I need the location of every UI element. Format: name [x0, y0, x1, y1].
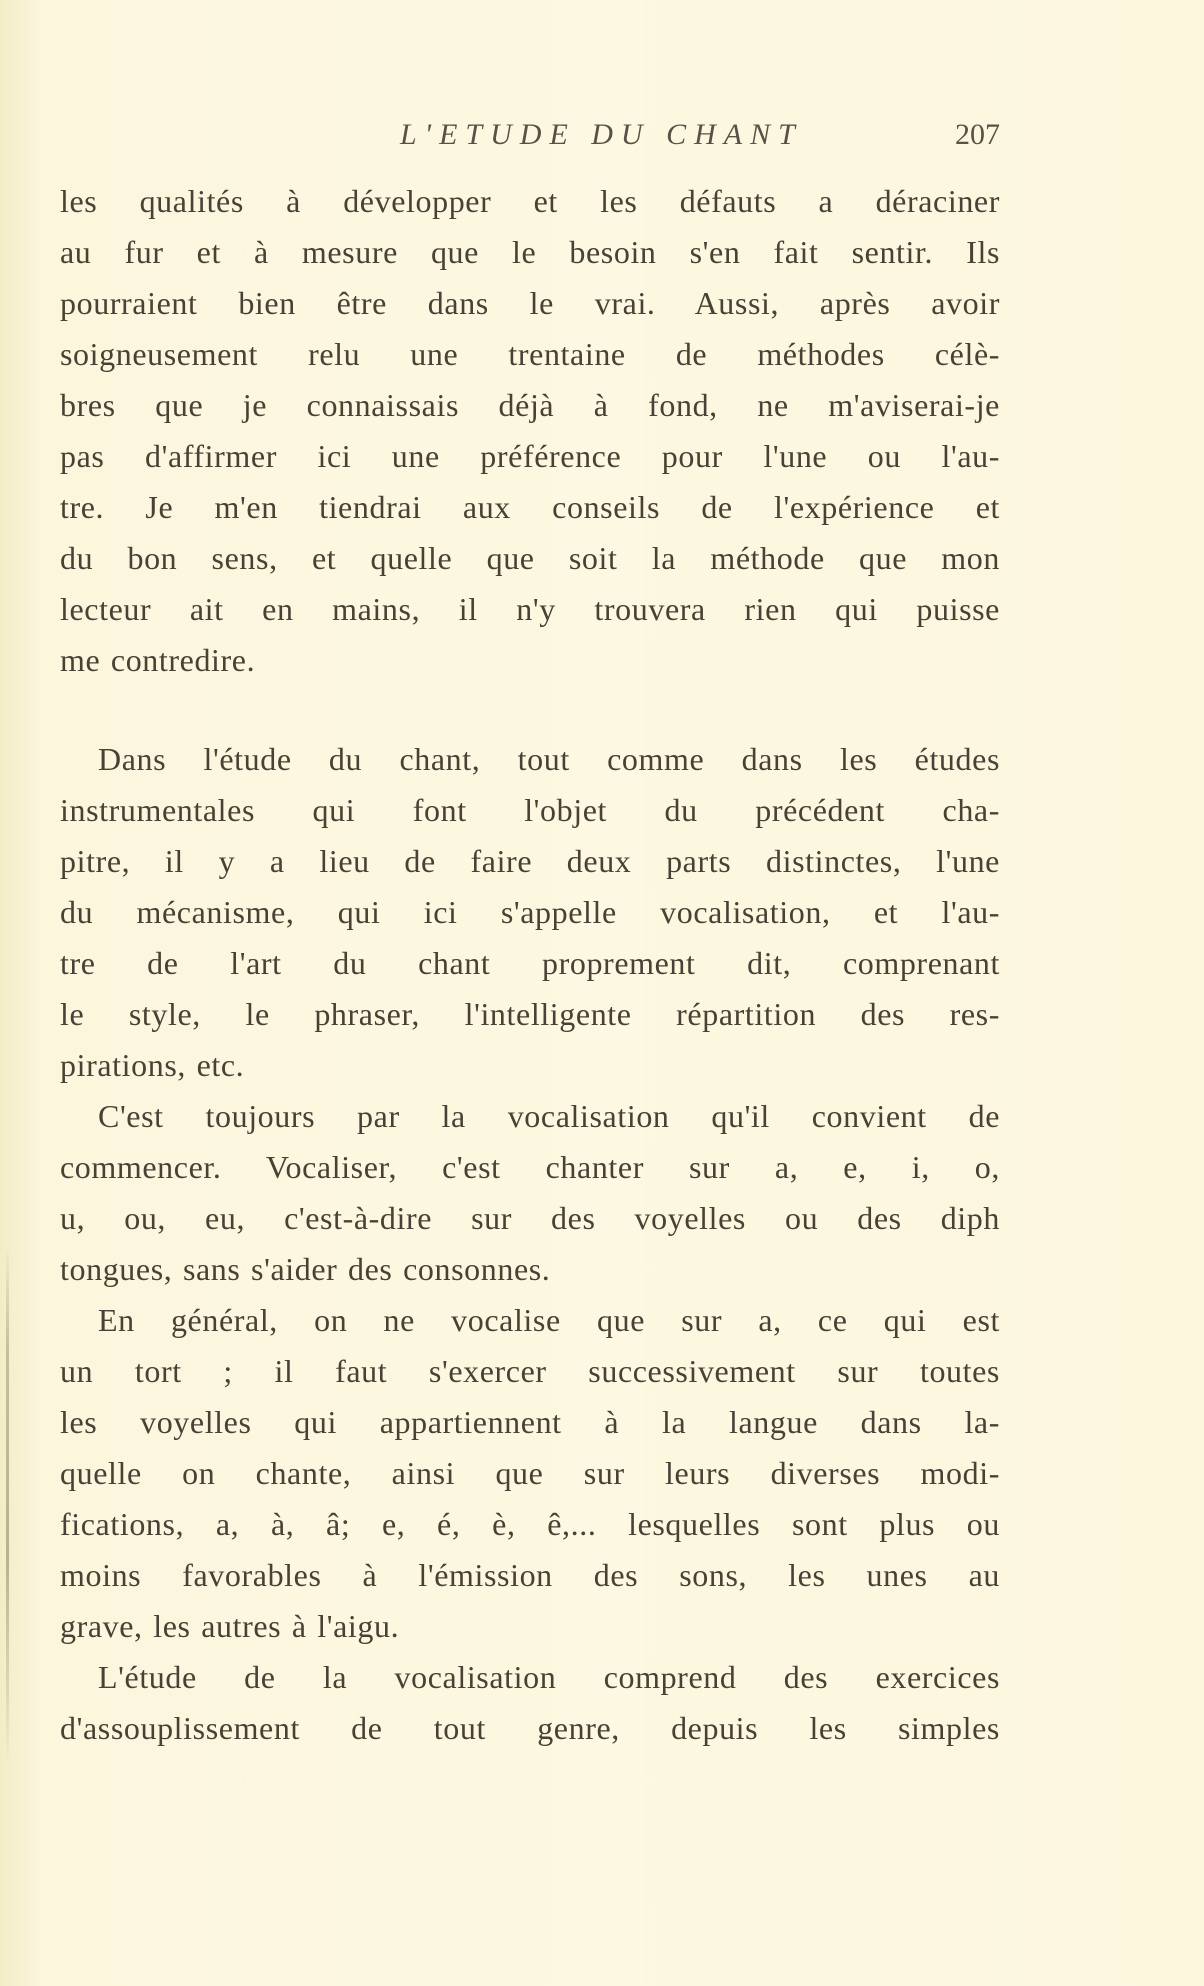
- text-line: Dans l'étude du chant, tout comme dans les études: [98, 741, 1000, 777]
- text-line: bres que je connaissais déjà à fond, ne m'aviserai-je: [60, 387, 1000, 423]
- text-line: soigneusement relu une trentaine de méthodes célè-: [60, 336, 1000, 372]
- text-line: fications, a, à, â; e, é, è, ê,... lesquelles sont plus ou: [60, 1506, 1000, 1542]
- paragraph-3: [60, 1091, 1000, 1295]
- text-line: pitre, il y a lieu de faire deux parts distinctes, l'une: [60, 843, 1000, 879]
- text-line: un tort ; il faut s'exercer successivement sur toutes: [60, 1353, 1000, 1389]
- paragraph-4: [60, 1295, 1000, 1652]
- text-line: commencer. Vocaliser, c'est chanter sur a, e, i, o,: [60, 1149, 1000, 1185]
- text-line: L'étude de la vocalisation comprend des exercices: [98, 1659, 1000, 1695]
- page-edge-shadow: [6, 1245, 9, 1765]
- text-line: les voyelles qui appartiennent à la langue dans la-: [60, 1404, 1000, 1440]
- text-line: pas d'affirmer ici une préférence pour l'une ou l'au-: [60, 438, 1000, 474]
- text-line: grave, les autres à l'aigu.: [60, 1608, 400, 1644]
- text-line: du bon sens, et quelle que soit la méthode que mon: [60, 540, 1000, 576]
- paragraph-2: [60, 734, 1000, 1091]
- page-number: 207: [955, 118, 1000, 151]
- text-line: u, ou, eu, c'est-à-dire sur des voyelles ou des diph: [60, 1200, 1000, 1236]
- text-line: En général, on ne vocalise que sur a, ce qui est: [98, 1302, 1000, 1338]
- text-line: pourraient bien être dans le vrai. Aussi, après avoir: [60, 285, 1000, 321]
- text-line: d'assouplissement de tout genre, depuis les simples: [60, 1710, 1000, 1746]
- text-line: pirations, etc.: [60, 1047, 245, 1083]
- text-line: tre de l'art du chant proprement dit, comprenant: [60, 945, 1000, 981]
- text-line: les qualités à développer et les défauts a déraciner: [60, 183, 1000, 219]
- paragraph-5: [60, 1652, 1000, 1754]
- text-line: au fur et à mesure que le besoin s'en fait sentir. Ils: [60, 234, 1000, 270]
- text-line: me contredire.: [60, 642, 256, 678]
- text-line: le style, le phraser, l'intelligente répartition des res-: [60, 996, 1000, 1032]
- text-line: C'est toujours par la vocalisation qu'il convient de: [98, 1098, 1000, 1134]
- section-gap: [60, 686, 1000, 734]
- text-line: tongues, sans s'aider des consonnes.: [60, 1251, 551, 1287]
- running-header: [60, 118, 1000, 158]
- text-line: du mécanisme, qui ici s'appelle vocalisation, et l'au-: [60, 894, 1000, 930]
- text-line: moins favorables à l'émission des sons, les unes au: [60, 1557, 1000, 1593]
- text-line: lecteur ait en mains, il n'y trouvera rien qui puisse: [60, 591, 1000, 627]
- text-line: instrumentales qui font l'objet du précédent cha-: [60, 792, 1000, 828]
- body-text: [60, 176, 1000, 1754]
- text-line: tre. Je m'en tiendrai aux conseils de l'expérience et: [60, 489, 1000, 525]
- running-title: L'ETUDE DU CHANT: [400, 118, 803, 151]
- text-line: quelle on chante, ainsi que sur leurs diverses modi-: [60, 1455, 1000, 1491]
- paragraph-1: [60, 176, 1000, 686]
